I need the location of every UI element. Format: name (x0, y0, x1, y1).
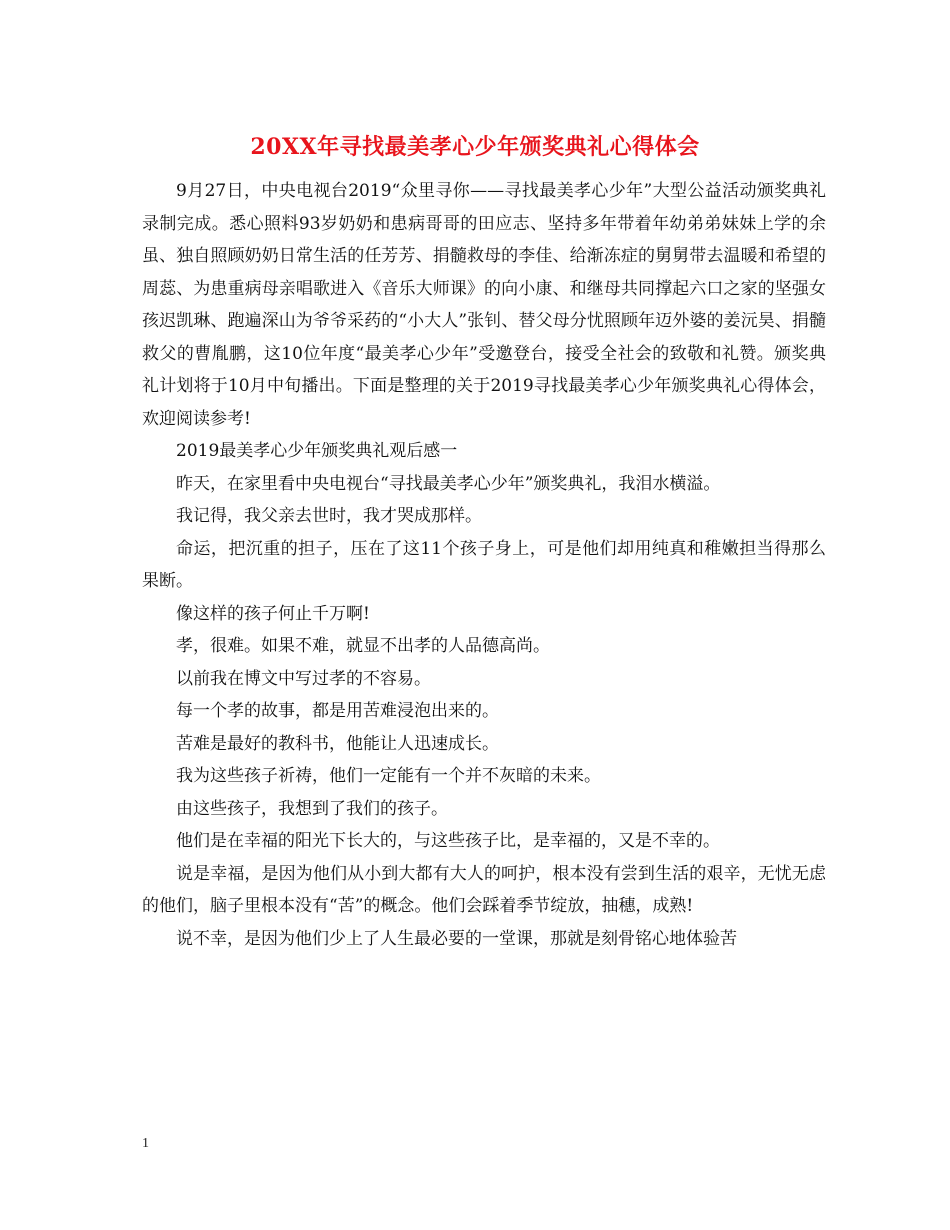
paragraph: 9月27日，中央电视台2019“众里寻你——寻找最美孝心少年”大型公益活动颁奖典礼录制完成。悉心照料93岁奶奶和患病哥哥的田应志、坚持多年带着年幼弟弟妹妹上学的余虽、独自照顾奶奶日常生活的任芳芳、捐髓救母的李佳、给渐冻症的舅舅带去温暖和希望的周蕊、为患重病母亲唱歌进入《音乐大师课》的向小康、和继母共同撑起六口之家的坚强女孩迟凯琳、跑遍深山为爷爷采药的“小大人”张钊、替父母分忧照顾年迈外婆的姜沅昊、捐髓救父的曹胤鹏，这10位年度“最美孝心少年”受邀登台，接受全社会的致敬和礼赞。颁奖典礼计划将于10月中旬播出。下面是整理的关于2019寻找最美孝心少年颁奖典礼心得体会，欢迎阅读参考! (142, 181, 826, 429)
paragraph: 他们是在幸福的阳光下长大的，与这些孩子比，是幸福的，又是不幸的。 (176, 831, 720, 851)
paragraph: 像这样的孩子何止千万啊! (176, 603, 370, 624)
paragraph: 以前我在博文中写过孝的不容易。 (176, 668, 431, 689)
document-title: 20XX年寻找最美孝心少年颁奖典礼心得体会 (250, 134, 700, 160)
section-heading: 2019最美孝心少年颁奖典礼观后感一 (176, 441, 458, 461)
paragraph: 我为这些孩子祈祷，他们一定能有一个并不灰暗的未来。 (176, 766, 601, 786)
paragraph: 我记得，我父亲去世时，我才哭成那样。 (176, 506, 482, 526)
paragraph: 苦难是最好的教科书，他能让人迅速成长。 (176, 733, 499, 754)
document-body (142, 175, 826, 955)
page-number: 1 (142, 1136, 149, 1151)
paragraph: 每一个孝的故事，都是用苦难浸泡出来的。 (176, 701, 499, 721)
paragraph: 孝，很难。如果不难，就显不出孝的人品德高尚。 (176, 636, 550, 656)
paragraph: 由这些孩子，我想到了我们的孩子。 (176, 798, 448, 819)
paragraph: 命运，把沉重的担子，压在了这11个孩子身上，可是他们却用纯真和稚嫩担当得那么果断。 (142, 538, 826, 591)
paragraph: 昨天，在家里看中央电视台“寻找最美孝心少年”颁奖典礼，我泪水横溢。 (176, 473, 721, 494)
paragraph: 说是幸福，是因为他们从小到大都有大人的呵护，根本没有尝到生活的艰辛，无忧无虑的他们，脑子里根本没有“苦”的概念。他们会踩着季节绽放，抽穗，成熟! (142, 863, 826, 916)
paragraph: 说不幸，是因为他们少上了人生最必要的一堂课，那就是刻骨铭心地体验苦 (176, 928, 737, 949)
